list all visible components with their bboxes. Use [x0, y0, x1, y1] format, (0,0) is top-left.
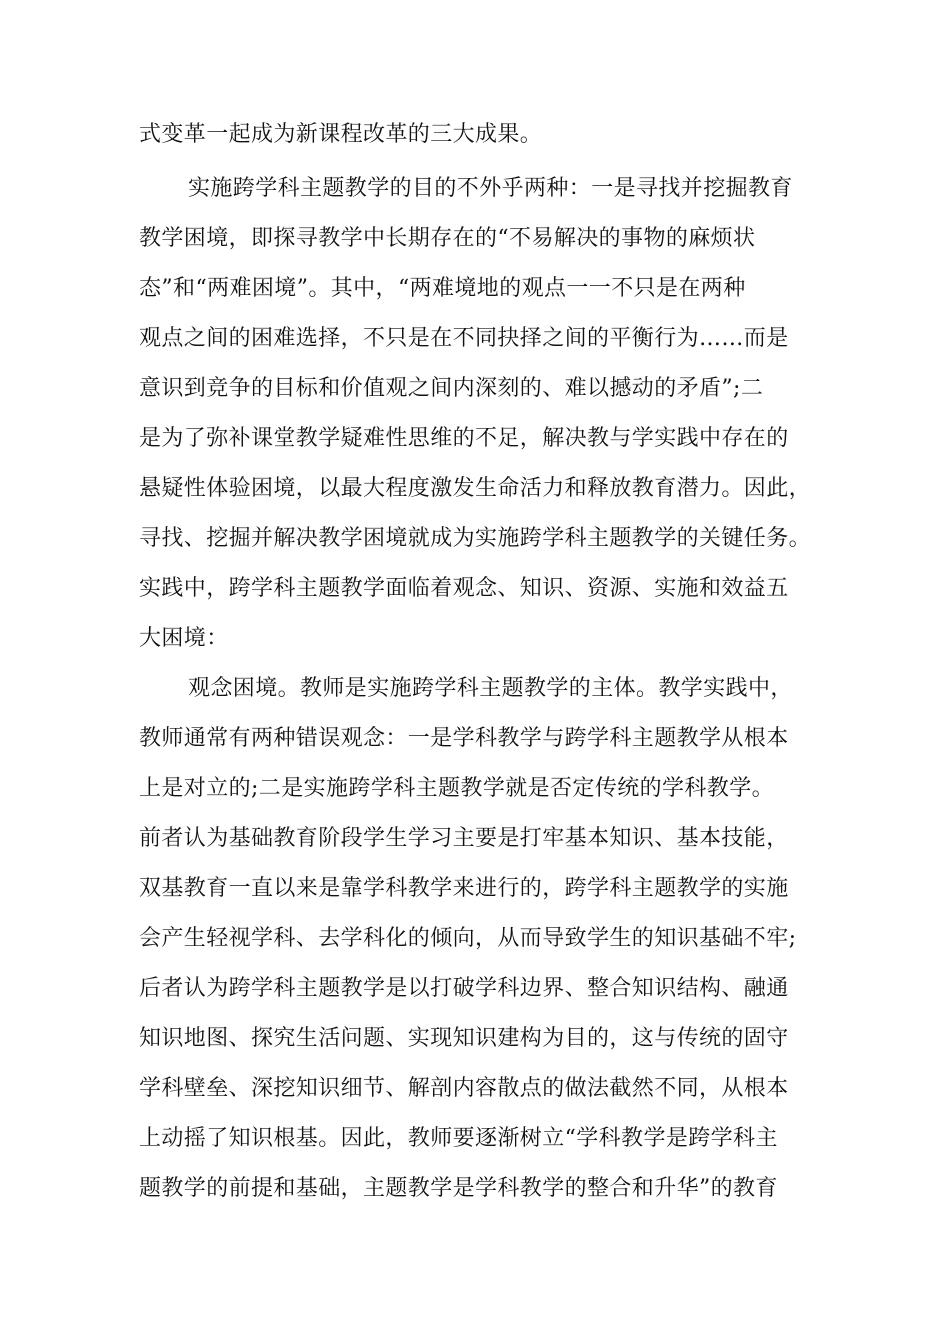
- text-line: 上是对立的;二是实施跨学科主题教学就是否定传统的学科教学。: [139, 776, 775, 801]
- text-line: 观点之间的困难选择，不只是在不同抉择之间的平衡行为……而是: [139, 326, 789, 351]
- text-line: 式变革一起成为新课程改革的三大成果。: [139, 122, 543, 147]
- text-line: 是为了弥补课堂教学疑难性思维的不足，解决教与学实践中存在的: [139, 426, 789, 451]
- text-line: 悬疑性体验困境，以最大程度激发生命活力和释放教育潜力。因此，: [139, 476, 812, 501]
- text-line: 上动摇了知识根基。因此，教师要逐渐树立“学科教学是跨学科主: [139, 1126, 778, 1151]
- text-line: 双基教育一直以来是靠学科教学来进行的，跨学科主题教学的实施: [139, 876, 789, 901]
- paragraph-start-line: 实施跨学科主题教学的目的不外乎两种：一是寻找并挖掘教育: [188, 176, 793, 201]
- text-line: 前者认为基础教育阶段学生学习主要是打牢基本知识、基本技能，: [139, 826, 789, 851]
- text-line: 实践中，跨学科主题教学面临着观念、知识、资源、实施和效益五: [139, 576, 789, 601]
- text-line: 态”和“两难困境”。其中，“两难境地的观点一一不只是在两种: [139, 276, 746, 301]
- paragraph-start-line: 观念困境。教师是实施跨学科主题教学的主体。教学实践中，: [188, 676, 793, 701]
- text-line: 教师通常有两种错误观念：一是学科教学与跨学科主题教学从根本: [139, 726, 789, 751]
- text-line: 学科壁垒、深挖知识细节、解剖内容散点的做法截然不同，从根本: [139, 1076, 789, 1101]
- text-line: 知识地图、探究生活问题、实现知识建构为目的，这与传统的固守: [139, 1026, 789, 1051]
- text-line: 后者认为跨学科主题教学是以打破学科边界、整合知识结构、融通: [139, 976, 789, 1001]
- text-line: 会产生轻视学科、去学科化的倾向，从而导致学生的知识基础不牢;: [139, 926, 797, 951]
- text-line: 意识到竞争的目标和价值观之间内深刻的、难以撼动的矛盾”;二: [139, 376, 764, 401]
- text-line: 题教学的前提和基础，主题教学是学科教学的整合和升华”的教育: [139, 1176, 778, 1201]
- text-line: 大困境：: [139, 626, 229, 651]
- text-line: 寻找、挖掘并解决教学困境就成为实施跨学科主题教学的关键任务。: [139, 526, 812, 551]
- text-line: 教学困境，即探寻教学中长期存在的“不易解决的事物的麻烦状: [139, 226, 756, 251]
